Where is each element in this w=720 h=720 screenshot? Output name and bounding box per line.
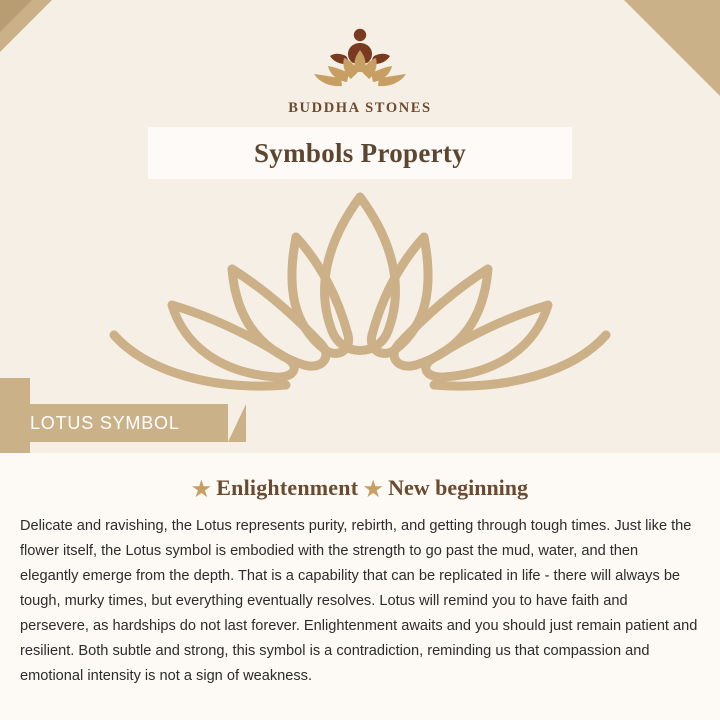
- lotus-flower-icon: [80, 185, 640, 400]
- lotus-meditation-figure-icon: [300, 22, 420, 96]
- ribbon-tail: [228, 404, 246, 442]
- page-title: Symbols Property: [253, 137, 467, 168]
- headline-right: New beginning: [388, 475, 529, 500]
- star-icon: ★: [363, 477, 383, 501]
- lotus-symbol-ribbon: [0, 404, 228, 442]
- headline: [20, 475, 700, 502]
- corner-accent-top-left: [0, 0, 32, 32]
- star-icon: ★: [191, 477, 211, 501]
- ribbon-label: LOTUS SYMBOL: [30, 412, 180, 433]
- description-panel: [0, 453, 720, 720]
- brand-name: BUDDHA STONES: [288, 100, 432, 116]
- brand-logo: [260, 22, 460, 117]
- description-text: Delicate and ravishing, the Lotus represents purity, rebirth, and getting through tough times. Just like the flower itself, the Lotus symbol is embodied with the strength to go past the mud, water, and then elegantly emerge from the depth. That is a capability that can be replicated in life - there will always be tough, murky times, but everything eventually resolves. Lotus will remind you to have faith and persevere, as hardships do not last forever. Enlightenment awaits and you should just remain patient and resilient. Both subtle and strong, this symbol is a contradiction, reminding us that compassion and emotional intensity is not a sign of weakness.: [20, 518, 698, 684]
- headline-left: Enlightenment: [216, 475, 359, 500]
- title-banner: [148, 127, 572, 179]
- lotus-illustration: [80, 185, 640, 400]
- corner-decoration-top-right: [624, 0, 720, 96]
